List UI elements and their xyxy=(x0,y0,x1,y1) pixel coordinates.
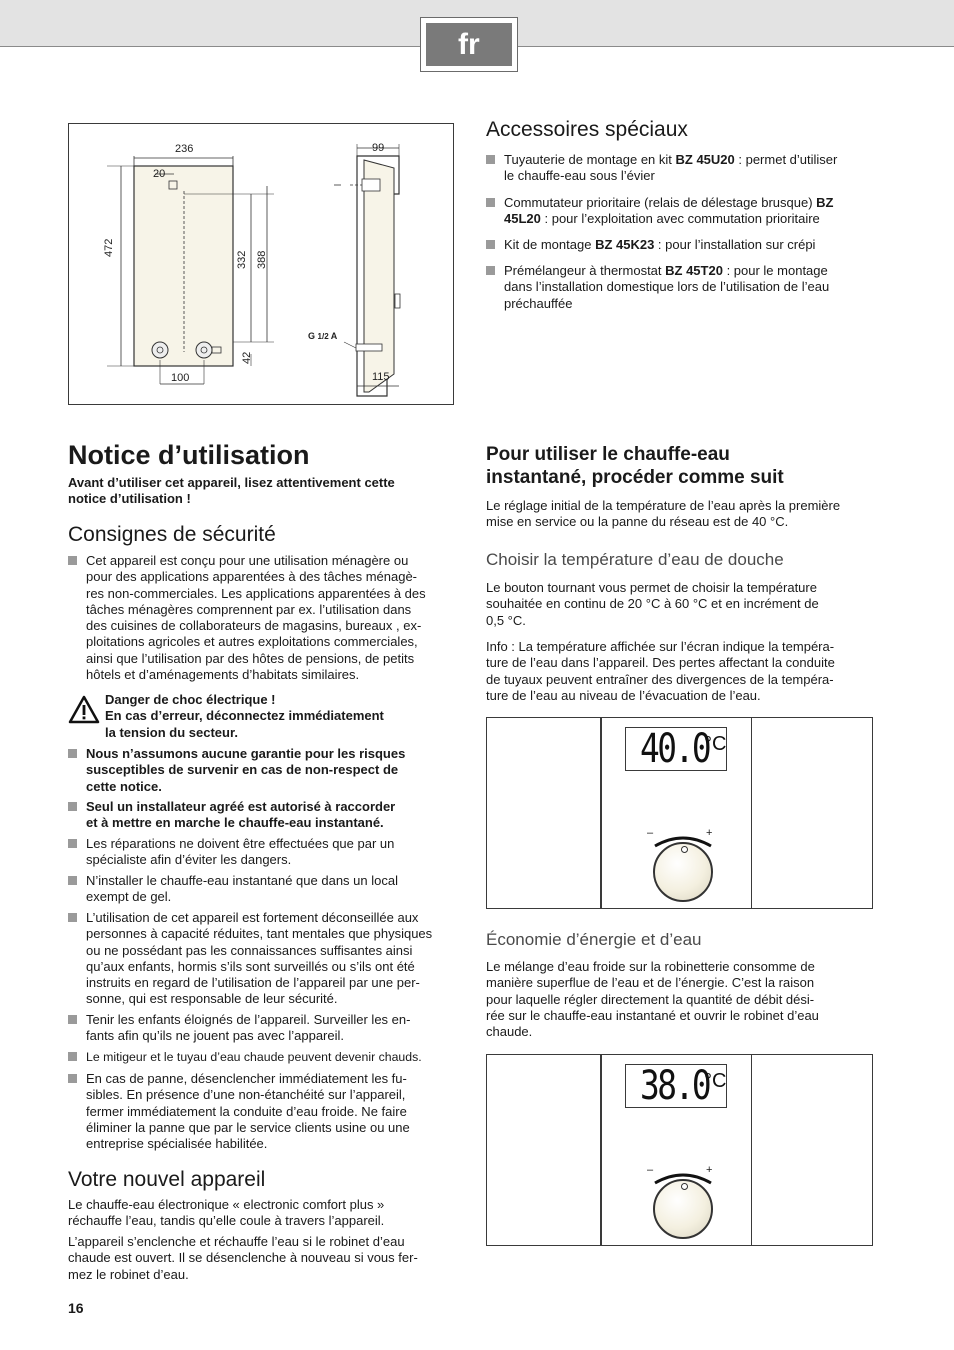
safety-item-3: Seul un installateur agréé est autorisé à raccorder et à mettre en marche le chauffe-eau instantané. xyxy=(68,799,458,833)
language-tab xyxy=(420,17,518,72)
front-inlet-fitting xyxy=(152,342,168,358)
knob-plus-label: + xyxy=(706,827,713,839)
warning-line-2: En cas d’erreur, déconnectez immédiatement xyxy=(105,708,384,724)
dim-99: 99 xyxy=(372,142,385,154)
front-outlet-fitting xyxy=(196,342,212,358)
dim-472: 472 xyxy=(103,238,115,257)
panel-divider-left xyxy=(600,718,602,908)
safety-item-8: Le mitigeur et le tuyau d’eau chaude peuvent devenir chauds. xyxy=(68,1049,463,1067)
knob-plus-label: + xyxy=(706,1164,713,1176)
temperature-knob[interactable] xyxy=(653,1179,713,1239)
bullet-square-icon xyxy=(486,240,495,249)
shower-paragraph-1: Le bouton tournant vous permet de choisir la température souhaitée en continu de 20 °C à 60 °C et en incrément de 0,5 °C. xyxy=(486,580,819,628)
safety-item-6: L’utilisation de cet appareil est fortement déconseillée aux personnes à capacité réduites, tant mentales que physiques ou ne possédant pas les connaissances suffisantes ainsi qu’aux enfants, hormis s’ils sont surveillés ou s’ils ont été instruits en regard de l’utilisation de l’appareil par une per- sonne, qui est responsable de leur sécurité. xyxy=(68,910,458,1010)
knob-minus-label: – xyxy=(647,827,654,839)
dim-388: 388 xyxy=(256,250,268,269)
usage-intro: Le réglage initial de la température de l’eau après la première mise en service ou la panne du réseau est de 40 °C. xyxy=(486,498,841,530)
new-device-paragraph-2: L’appareil s’enclenche et réchauffe l’eau si le robinet d’eau chaude est ouvert. Il se désenclenche à nouveau si vous fer- mez le robinet d’eau. xyxy=(68,1234,418,1282)
bullet-square-icon xyxy=(68,913,77,922)
temperature-value: 40.0 xyxy=(640,726,710,772)
dim-332: 332 xyxy=(236,250,248,269)
temperature-unit: °C xyxy=(704,1070,727,1092)
safety-item-7: Tenir les enfants éloignés de l’appareil. Surveiller les en- fants afin qu’ils ne jouent pas avec l’appareil. xyxy=(68,1012,458,1046)
notice-title: Notice d’utilisation xyxy=(68,440,310,470)
bullet-square-icon xyxy=(68,1052,77,1061)
dim-100: 100 xyxy=(171,372,190,384)
knob-indicator-icon xyxy=(681,1183,688,1190)
safety-title: Consignes de sécurité xyxy=(68,523,276,546)
dimension-figure xyxy=(68,123,454,405)
bullet-square-icon xyxy=(68,1074,77,1083)
knob-minus-label: – xyxy=(647,1164,654,1176)
safety-item-9: En cas de panne, désenclencher immédiatement les fu- sibles. En présence d’une non-étanchéité sur l’appareil, fermer immédiatement la conduite d’eau froide. Ne faire éliminer la panne que par le service clients usine ou une entreprise spécialisée habilitée. xyxy=(68,1071,458,1155)
notice-intro: Avant d’utiliser cet appareil, lisez attentivement cette notice d’utilisation ! xyxy=(68,475,395,507)
panel-divider-right xyxy=(751,718,752,908)
temperature-value: 38.0 xyxy=(640,1063,710,1109)
safety-item-1: Cet appareil est conçu pour une utilisation ménagère ou pour des applications apparentées à des tâches ménagè- res non-commerciales. Les applications apparentées à des tâches ménagères comprennent par ex. l’utilisation dans des cuisines de collaborateurs de magasins, bureaux , ex- ploitations agricoles et autres exploitations commerciales, ainsi que l’utilisation par des hôtes de pensions, de petits hôtels et d’aménagements d’habitats similaires. xyxy=(68,553,458,685)
electric-shock-warning xyxy=(68,692,458,744)
shower-paragraph-2: Info : La température affichée sur l’écran indique la tempéra- ture de l’eau dans l’appareil. Des pertes affectant la conduite de tuyaux peuvent entraîner des divergences de la tempéra- ture de l’eau au niveau de l’évacuation de l’eau. xyxy=(486,639,835,703)
panel-divider-right xyxy=(751,1055,752,1245)
temperature-unit: °C xyxy=(704,733,727,755)
temperature-display xyxy=(625,727,727,771)
dim-236: 236 xyxy=(175,143,194,155)
accessories-title: Accessoires spéciaux xyxy=(486,118,688,141)
warning-triangle-icon xyxy=(68,695,100,725)
safety-item-2: Nous n’assumons aucune garantie pour les risques susceptibles de survenir en cas de non-respect de cette notice. xyxy=(68,746,458,796)
panel-divider-left xyxy=(600,1055,602,1245)
thread-label: G 1/2 A xyxy=(308,331,338,341)
dim-115: 115 xyxy=(372,371,390,383)
accessory-item-4: Prémélangeur à thermostat BZ 45T20 : pour le montage dans l’installation domestique lors de l’utilisation de l’eau préchauffée xyxy=(486,263,876,313)
page-number: 16 xyxy=(68,1300,84,1316)
energy-paragraph: Le mélange d’eau froide sur la robinetterie consomme de manière superflue de l’eau et de l’énergie. C’est la raison pour laquelle régler directement la quantité de débit dési- rée sur le chauffe-eau instantané et ouvrir le robinet d’eau chaude. xyxy=(486,959,819,1040)
bullet-square-icon xyxy=(68,556,77,565)
accessory-item-1: Tuyauterie de montage en kit BZ 45U20 : permet d’utiliser le chauffe-eau sous l’évier xyxy=(486,152,876,186)
accessory-item-2: Commutateur prioritaire (relais de délestage brusque) BZ 45L20 : pour l’exploitation avec commutation prioritaire xyxy=(486,195,876,229)
temperature-display xyxy=(625,1064,727,1108)
safety-item-5: N’installer le chauffe-eau instantané que dans un local exempt de gel. xyxy=(68,873,458,907)
bullet-square-icon xyxy=(68,1015,77,1024)
bullet-square-icon xyxy=(68,839,77,848)
warning-line-1: Danger de choc électrique ! xyxy=(105,692,276,707)
warning-line-3: la tension du secteur. xyxy=(105,724,238,740)
display-panel-40 xyxy=(486,717,873,909)
usage-title: Pour utiliser le chauffe-eau instantané, procéder comme suit xyxy=(486,444,784,488)
dim-42: 42 xyxy=(241,351,253,364)
display-panel-38 xyxy=(486,1054,873,1246)
dim-20: 20 xyxy=(153,168,166,180)
bullet-square-icon xyxy=(68,802,77,811)
temperature-knob[interactable] xyxy=(653,842,713,902)
bullet-square-icon xyxy=(68,749,77,758)
new-device-title: Votre nouvel appareil xyxy=(68,1168,266,1191)
safety-item-4: Les réparations ne doivent être effectuées que par un spécialiste afin d’éviter les dangers. xyxy=(68,836,458,870)
language-tab-label: fr xyxy=(426,23,512,66)
bullet-square-icon xyxy=(68,876,77,885)
new-device-paragraph-1: Le chauffe-eau électronique « electronic comfort plus » réchauffe l’eau, tandis qu’elle coule à travers l’appareil. xyxy=(68,1197,385,1229)
bullet-square-icon xyxy=(486,155,495,164)
bullet-square-icon xyxy=(486,198,495,207)
energy-title: Économie d’énergie et d’eau xyxy=(486,930,702,949)
shower-title: Choisir la température d’eau de douche xyxy=(486,550,784,569)
accessory-item-3: Kit de montage BZ 45K23 : pour l’installation sur crépi xyxy=(486,237,876,255)
bullet-square-icon xyxy=(486,266,495,275)
knob-indicator-icon xyxy=(681,846,688,853)
front-view-body xyxy=(134,166,233,366)
